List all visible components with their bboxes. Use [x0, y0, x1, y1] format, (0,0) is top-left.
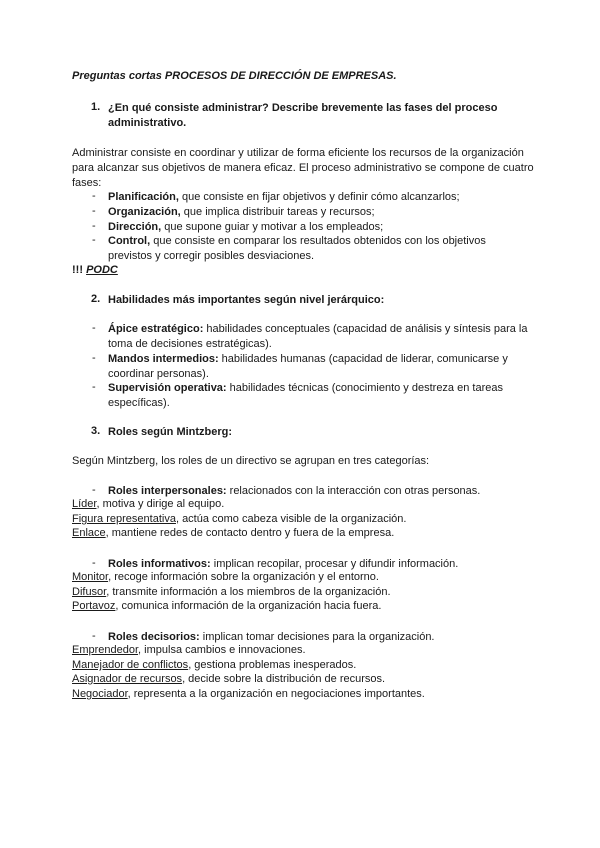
group-term: Roles interpersonales:: [108, 485, 227, 497]
q2-item: [108, 381, 548, 411]
role-desc: , recoge información sobre la organización y el entorno.: [108, 571, 379, 583]
q2-item-term: Supervisión operativa:: [108, 382, 227, 394]
q1-item-text: que implica distribuir tareas y recursos;: [180, 206, 375, 218]
q1-item-term: Control,: [108, 235, 151, 247]
q3-group-dash: -: [92, 484, 96, 496]
q1-item: [108, 190, 548, 205]
role-line: [72, 513, 406, 525]
role-line: [72, 527, 394, 539]
q2-item-text: habilidades técnicas (conocimiento y destreza en tareas específicas).: [108, 382, 503, 409]
q1-item-term: Organización,: [108, 206, 181, 218]
role-line: [72, 673, 385, 685]
q1-item: [108, 234, 508, 264]
role-desc: , transmite información a los miembros de la organización.: [106, 586, 391, 598]
role-name: Enlace: [72, 527, 106, 539]
q1-number: 1.: [91, 101, 101, 113]
q1-bullet-dash: -: [92, 205, 96, 217]
role-line: [72, 688, 425, 700]
role-line: [72, 600, 381, 612]
q1-bullet-dash: -: [92, 190, 96, 202]
role-line: [72, 586, 391, 598]
role-name: Monitor: [72, 571, 109, 583]
role-name: Difusor: [72, 586, 107, 598]
q1-item: [108, 205, 548, 220]
q3-group-heading: [108, 557, 548, 572]
group-text: implican tomar decisiones para la organización.: [199, 631, 435, 643]
q2-bullet-dash: -: [92, 352, 96, 364]
q1-item-text: que consiste en fijar objetivos y definir cómo alcanzarlos;: [178, 191, 460, 203]
q3-intro: Según Mintzberg, los roles de un directivo se agrupan en tres categorías:: [72, 455, 430, 467]
q3-question: Roles según Mintzberg:: [108, 426, 233, 438]
role-desc: , impulsa cambios e innovaciones.: [138, 644, 306, 656]
q2-item: [108, 322, 548, 352]
role-name: Figura representativa: [72, 513, 176, 525]
role-line: [72, 571, 379, 583]
q1-bullet-dash: -: [92, 234, 96, 246]
note-acronym: PODC: [86, 264, 118, 276]
q2-item-term: Mandos intermedios:: [108, 353, 219, 365]
note-prefix: !!!: [72, 264, 83, 276]
q1-note: [72, 264, 118, 276]
role-name: Líder: [72, 498, 97, 510]
q3-group-heading: [108, 630, 548, 645]
role-desc: , actúa como cabeza visible de la organización.: [175, 513, 407, 525]
q2-question: Habilidades más importantes según nivel jerárquico:: [108, 294, 385, 306]
role-line: [72, 644, 306, 656]
q1-item-text: que consiste en comparar los resultados obtenidos con los objetivos previstos y corregir posibles desviaciones.: [108, 235, 486, 262]
q1-item-term: Planificación,: [108, 191, 179, 203]
group-term: Roles decisorios:: [108, 631, 200, 643]
role-name: Emprendedor: [72, 644, 139, 656]
role-name: Portavoz: [72, 600, 116, 612]
role-desc: , comunica información de la organización hacia fuera.: [115, 600, 382, 612]
role-desc: , motiva y dirige al equipo.: [96, 498, 225, 510]
q1-intro: Administrar consiste en coordinar y utilizar de forma eficiente los recursos de la organización para alcanzar sus objetivos de manera eficaz. El proceso administrativo se compone de cuatro fases:: [72, 147, 534, 189]
q1-item: [108, 220, 548, 235]
q2-item-text: habilidades humanas (capacidad de liderar, comunicarse y coordinar personas).: [108, 353, 508, 380]
role-name: Asignador de recursos: [72, 673, 183, 685]
role-line: [72, 498, 224, 510]
q3-group-dash: -: [92, 557, 96, 569]
role-desc: , decide sobre la distribución de recursos.: [182, 673, 386, 685]
role-name: Manejador de conflictos: [72, 659, 189, 671]
q3-number: 3.: [91, 425, 101, 437]
role-desc: , representa a la organización en negociaciones importantes.: [127, 688, 425, 700]
q2-bullet-dash: -: [92, 322, 96, 334]
q1-item-text: que supone guiar y motivar a los empleados;: [161, 221, 384, 233]
q2-item-term: Ápice estratégico:: [108, 323, 204, 335]
role-line: [72, 659, 356, 671]
q3-group-dash: -: [92, 630, 96, 642]
q1-question: ¿En qué consiste administrar? Describe brevemente las fases del proceso administrativo.: [108, 102, 498, 129]
group-text: relacionados con la interacción con otras personas.: [226, 485, 481, 497]
q2-number: 2.: [91, 293, 101, 305]
role-name: Negociador: [72, 688, 128, 700]
q2-bullet-dash: -: [92, 381, 96, 393]
q1-item-term: Dirección,: [108, 221, 162, 233]
page-title: Preguntas cortas PROCESOS DE DIRECCIÓN DE EMPRESAS.: [72, 70, 397, 82]
role-desc: , mantiene redes de contacto dentro y fuera de la empresa.: [105, 527, 395, 539]
q1-bullet-dash: -: [92, 220, 96, 232]
role-desc: , gestiona problemas inesperados.: [188, 659, 357, 671]
group-term: Roles informativos:: [108, 558, 211, 570]
q2-item-text: habilidades conceptuales (capacidad de análisis y síntesis para la toma de decisiones estratégicas).: [108, 323, 528, 350]
group-text: implican recopilar, procesar y difundir información.: [210, 558, 459, 570]
q3-group-heading: [108, 484, 548, 499]
q2-item: [108, 352, 548, 382]
